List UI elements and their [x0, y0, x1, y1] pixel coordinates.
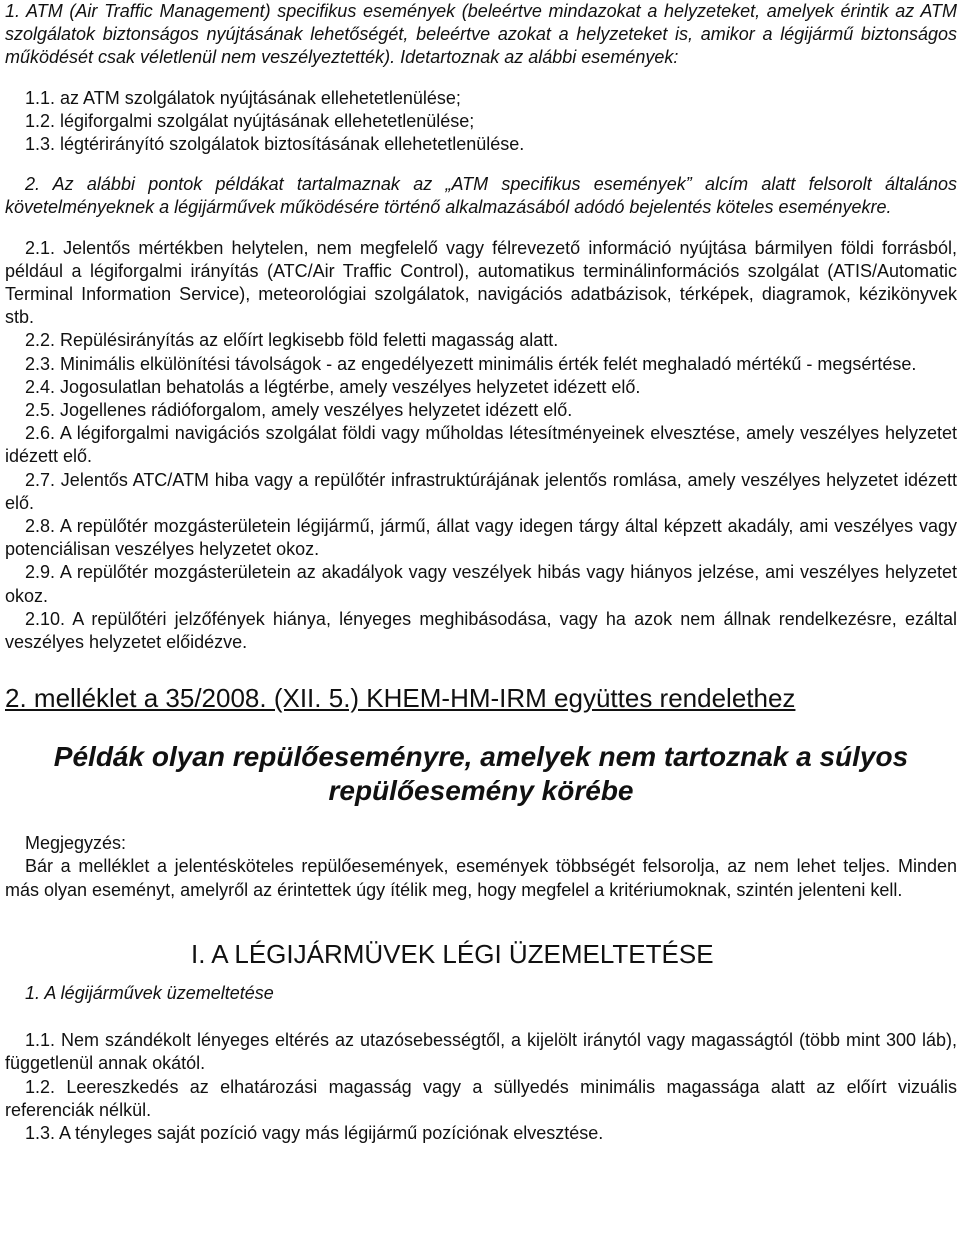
- list-item: 2.7. Jelentős ATC/ATM hiba vagy a repülőtér infrastruktúrájának jelentős romlása, amely veszélyes helyzetet idézett elő.: [5, 469, 957, 513]
- list-item: 2.8. A repülőtér mozgásterületein légijármű, jármű, állat vagy idegen tárgy által képzett akadály, ami veszélyes vagy potenciálisan veszélyes helyzetet okoz.: [5, 516, 957, 560]
- list-item: 1.1. az ATM szolgálatok nyújtásának ellehetetlenülése;: [25, 87, 461, 108]
- chapter-title: I. A LÉGIJÁRMÜVEK LÉGI ÜZEMELTETÉSE: [191, 938, 714, 969]
- list-item: 1.1. Nem szándékolt lényeges eltérés az utazósebességtől, a kijelölt iránytól vagy magasságtól (több mint 300 láb), függetlenül annak okától.: [5, 1030, 957, 1074]
- spacer: [5, 808, 957, 832]
- spacer: [5, 902, 957, 938]
- annex-title-line2: repülőesemény körébe: [328, 775, 634, 807]
- spacer: [5, 654, 957, 682]
- list-item: 2.9. A repülőtér mozgásterületein az akadályok vagy veszélyek hibás vagy hiányos jelzése, ami veszélyes helyzetet okoz.: [5, 562, 957, 606]
- spacer: [5, 1005, 957, 1029]
- list-item: 2.5. Jogellenes rádióforgalom, amely veszélyes helyzetet idézett elő.: [25, 400, 573, 421]
- spacer: [5, 220, 957, 237]
- list-item: 1.3. A tényleges saját pozíció vagy más légijármű pozíciónak elvesztése.: [25, 1122, 604, 1143]
- spacer: [5, 156, 957, 173]
- annex-title: [5, 740, 957, 808]
- annex-heading: 2. melléklet a 35/2008. (XII. 5.) KHEM-HM-IRM együttes rendelethez: [5, 683, 796, 714]
- list-item: 2.6. A légiforgalmi navigációs szolgálat földi vagy műholdas létesítményeinek elvesztése, amely veszélyes helyzetet idézett elő.: [5, 423, 957, 467]
- list-item: 2.4. Jogosulatlan behatolás a légtérbe, amely veszélyes helyzetet idézett elő.: [25, 376, 641, 397]
- list-item: 2.2. Repülésirányítás az előírt legkisebb föld feletti magasság alatt.: [25, 330, 559, 351]
- list-item: 2.3. Minimális elkülönítési távolságok - az engedélyezett minimális érték felét meghaladó mértékű - megsértése.: [25, 353, 917, 374]
- chapter-subheading: 1. A légijárművek üzemeltetése: [25, 982, 274, 1003]
- spacer: [5, 970, 957, 982]
- list-item: 2.1. Jelentős mértékben helytelen, nem megfelelő vagy félrevezető információ nyújtása bármilyen földi forrásból, például a légiforgalmi irányítás (ATC/Air Traffic Control), automatikus terminálinformációs szolgálat (ATIS/Automatic Terminal Information Service), meteorológiai szolgálatok, navigációs adatbázisok, térképek, diagramok, kézikönyvek stb.: [5, 237, 957, 328]
- list-item: 2.10. A repülőtéri jelzőfények hiánya, lényeges meghibásodása, vagy ha azok nem állnak rendelkezésre, ezáltal veszélyes helyzetet előidézve.: [5, 608, 957, 653]
- annex-title-line1: Példák olyan repülőeseményre, amelyek nem tartoznak a súlyos: [53, 741, 909, 773]
- section2-intro: 2. Az alábbi pontok példákat tartalmaznak az „ATM specifikus események” alcím alatt felsorolt általános követelményeknek a légijárművek működésére történő alkalmazásából adódó bejelentés köteles eseményekre.: [5, 174, 957, 218]
- spacer: [5, 714, 957, 740]
- spacer: [5, 70, 957, 87]
- section1-list: [25, 87, 957, 157]
- list-item: 1.2. Leereszkedés az elhatározási magasság vagy a süllyedés minimális magassága alatt az előírt vizuális referenciák nélkül.: [5, 1076, 957, 1120]
- list-item: 1.2. légiforgalmi szolgálat nyújtásának ellehetetlenülése;: [25, 110, 475, 131]
- section1-intro: 1. ATM (Air Traffic Management) specifikus események (beleértve mindazokat a helyzeteket, amelyek érintik az ATM szolgálatok biztonságos nyújtásának lehetőségét, beleértve azokat a helyzeteket is, amikor a légijármű biztonságos működését csak véletlenül nem veszélyeztették). Idetartoznak az alábbi események:: [5, 1, 957, 68]
- note-text: Bár a melléklet a jelentésköteles repülőesemények, események többségét felsorolja, az nem lehet teljes. Minden más olyan eseményt, amelyről az érintettek úgy ítélik meg, hogy megfelel a kritériumoknak, szintén jelenteni kell.: [5, 856, 957, 900]
- document-page: [5, 0, 957, 1145]
- note-label: Megjegyzés:: [25, 833, 127, 854]
- list-item: 1.3. légtérirányító szolgálatok biztosításának ellehetetlenülése.: [25, 134, 525, 155]
